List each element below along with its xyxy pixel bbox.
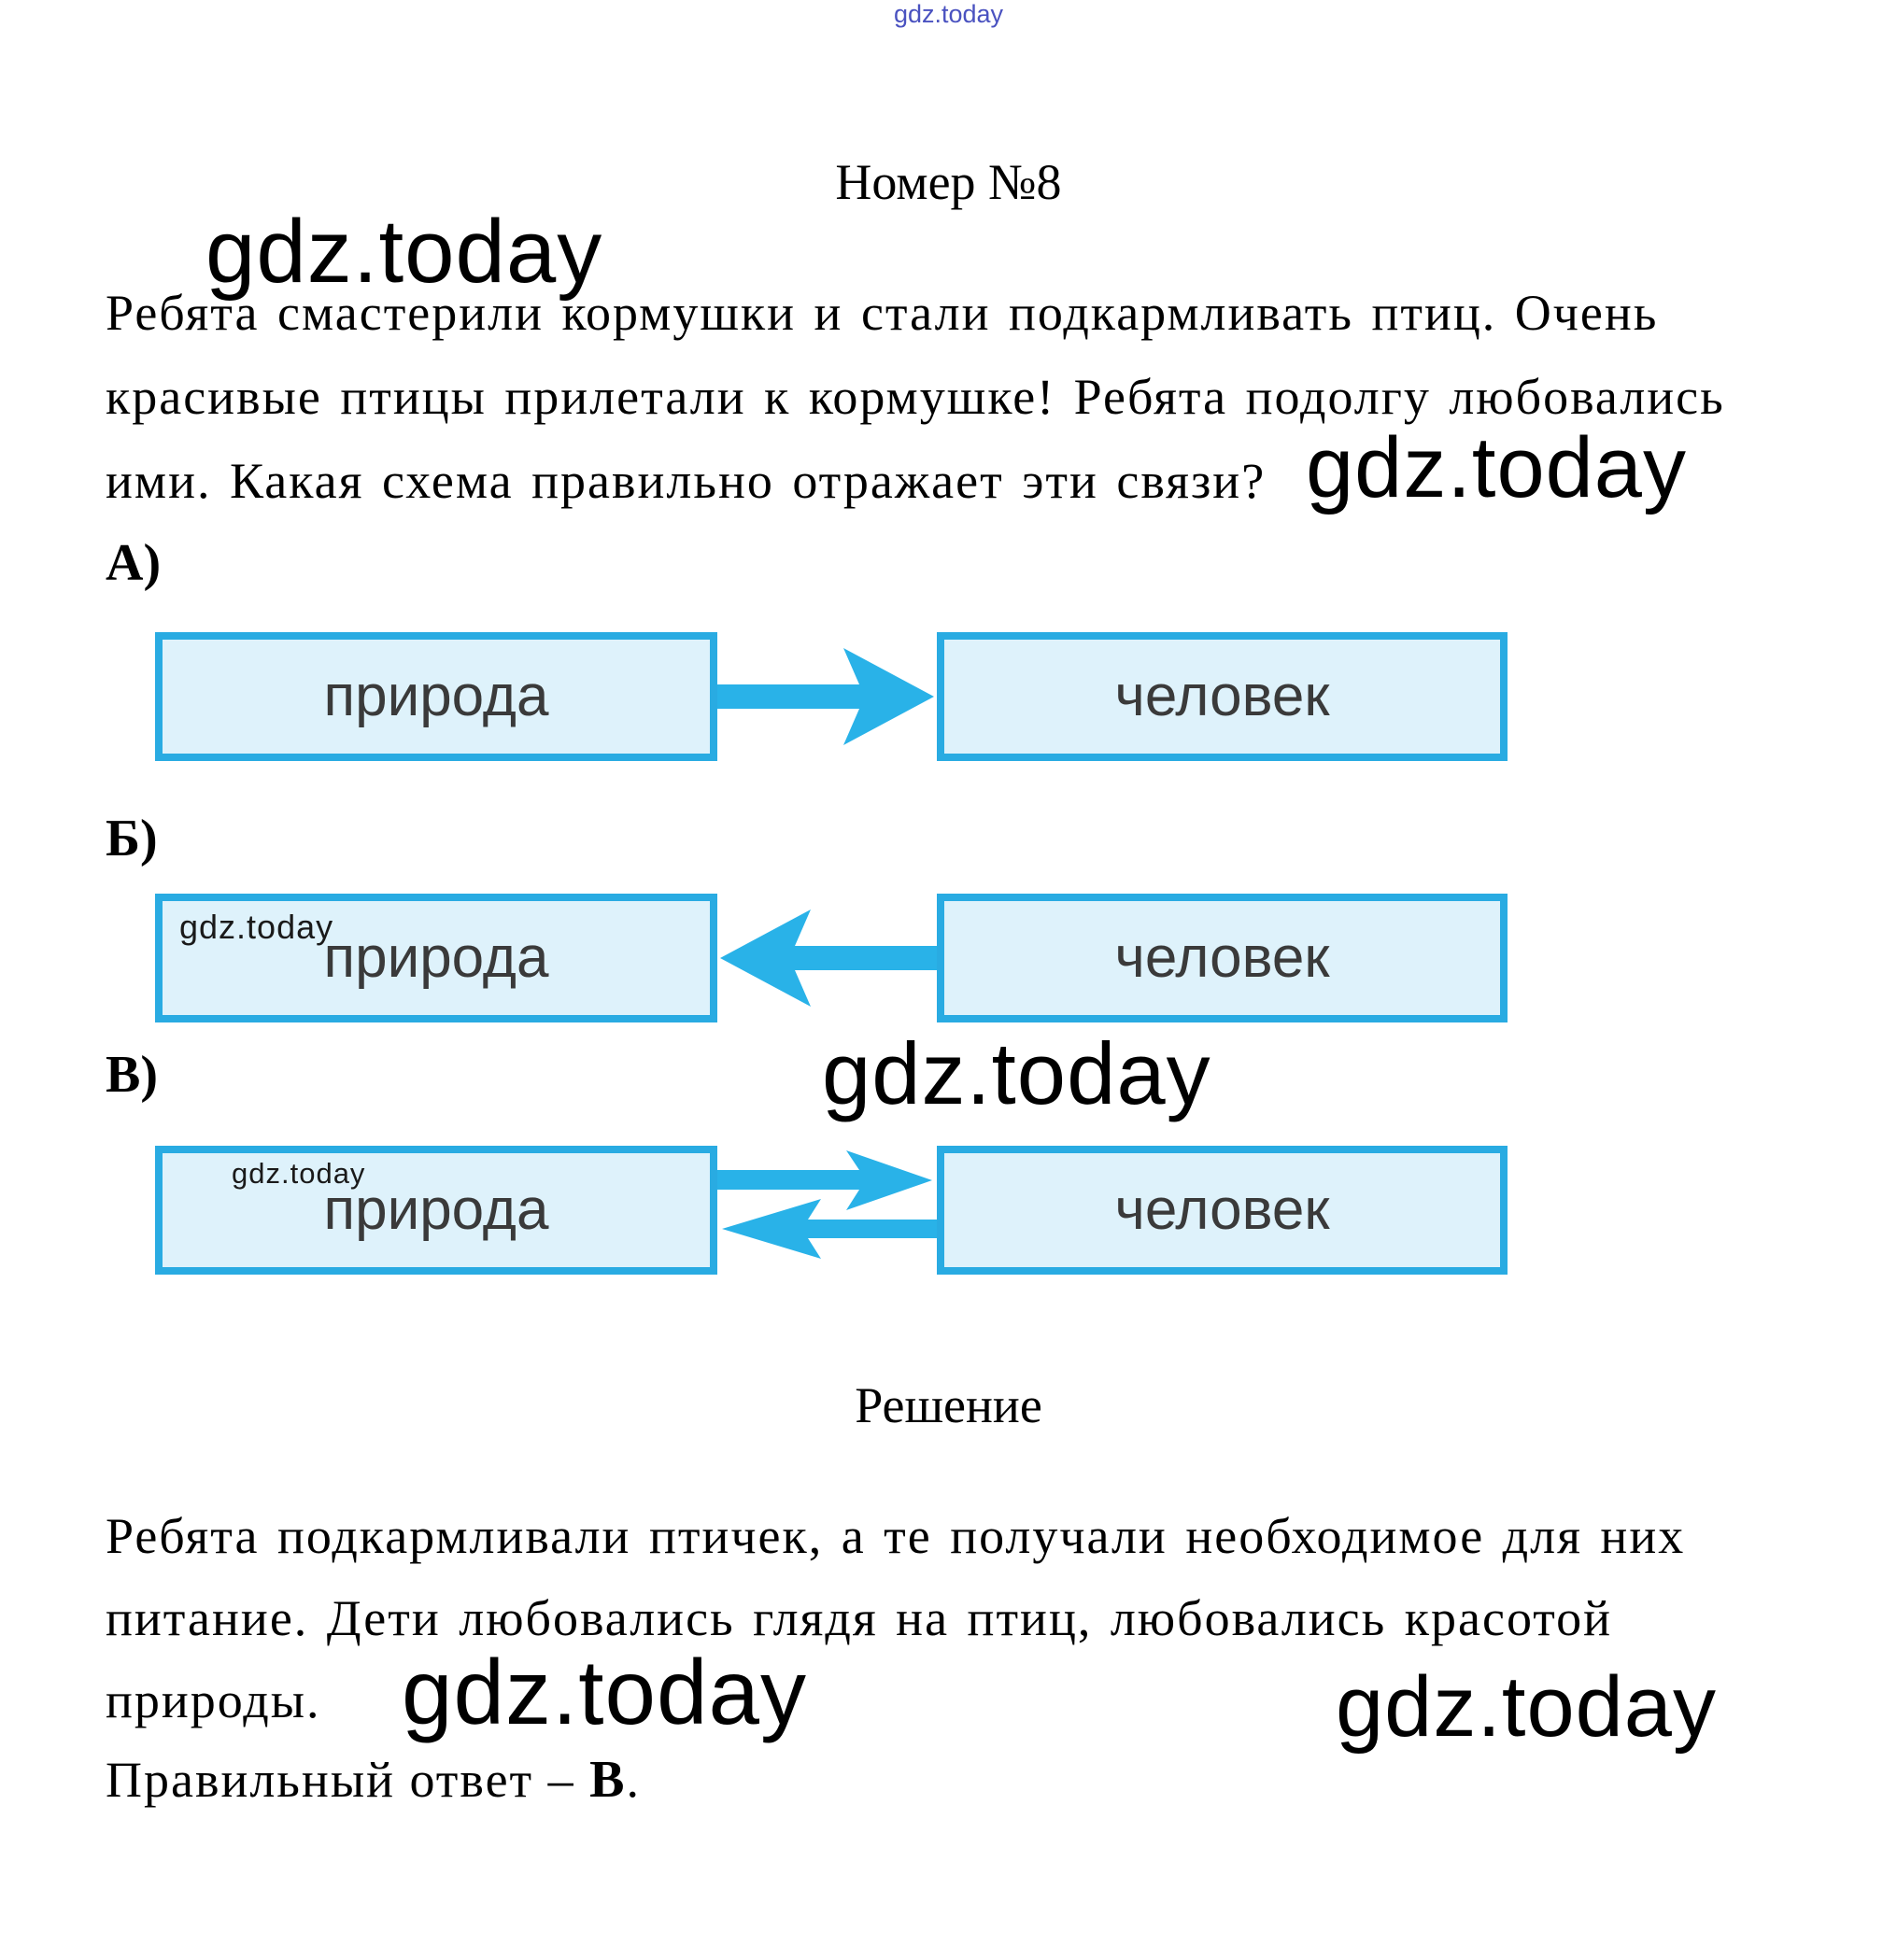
- arrow-both-svg: [717, 1146, 937, 1275]
- solution-heading: Решение: [855, 1377, 1042, 1433]
- solution-line-1: Ребята подкармливали птичек, а те получали необходимое для них: [106, 1508, 1686, 1564]
- arrow-left-icon: [717, 894, 937, 1022]
- watermark-inner: gdz.today: [179, 908, 334, 946]
- option-v-diagram: [155, 1146, 1508, 1275]
- watermark: gdz.today: [1336, 1659, 1717, 1755]
- answer-prefix: Правильный ответ –: [106, 1752, 590, 1808]
- solution-line-2: питание. Дети любовались глядя на птиц, любовались красотой: [106, 1590, 1613, 1646]
- nature-box: [155, 1146, 717, 1275]
- watermark-top: gdz.today: [893, 0, 1004, 28]
- watermark: gdz.today: [822, 1024, 1211, 1122]
- arrow-both-icon: [717, 1146, 937, 1275]
- question-line-3: ими. Какая схема правильно отражает эти связи?: [106, 453, 1267, 509]
- nature-box-label: природа: [323, 664, 549, 728]
- arrow-left-svg: [717, 894, 937, 1022]
- answer-line: [106, 1751, 642, 1809]
- answer-value: В: [589, 1751, 627, 1809]
- option-v-label: В): [106, 1046, 158, 1104]
- solution-line-3: природы.: [106, 1672, 321, 1728]
- human-box: [937, 1146, 1508, 1275]
- option-a-diagram: [155, 632, 1508, 761]
- human-box-label: человек: [1114, 925, 1330, 990]
- option-b-diagram: [155, 894, 1508, 1022]
- nature-box: [155, 894, 717, 1022]
- human-box: [937, 632, 1508, 761]
- answer-suffix: .: [626, 1752, 642, 1808]
- watermark: gdz.today: [1306, 420, 1687, 515]
- human-box: [937, 894, 1508, 1022]
- page-title: Номер №8: [835, 154, 1062, 210]
- question-line-2: красивые птицы прилетали к кормушке! Ребята подолгу любовались: [106, 369, 1725, 425]
- arrow-right-svg: [717, 632, 937, 761]
- option-a-label: А): [106, 534, 162, 592]
- arrow-right-icon: [717, 632, 937, 761]
- watermark: gdz.today: [402, 1641, 807, 1743]
- watermark: gdz.today: [205, 202, 603, 302]
- option-b-label: Б): [106, 810, 158, 867]
- nature-box-label: природа: [323, 925, 549, 990]
- watermark-inner: gdz.today: [232, 1157, 366, 1190]
- human-box-label: человек: [1114, 1177, 1330, 1242]
- nature-box-label: природа: [323, 1177, 549, 1242]
- question-line-1: Ребята смастерили кормушки и стали подкармливать птиц. Очень: [106, 285, 1659, 341]
- nature-box: [155, 632, 717, 761]
- human-box-label: человек: [1114, 664, 1330, 728]
